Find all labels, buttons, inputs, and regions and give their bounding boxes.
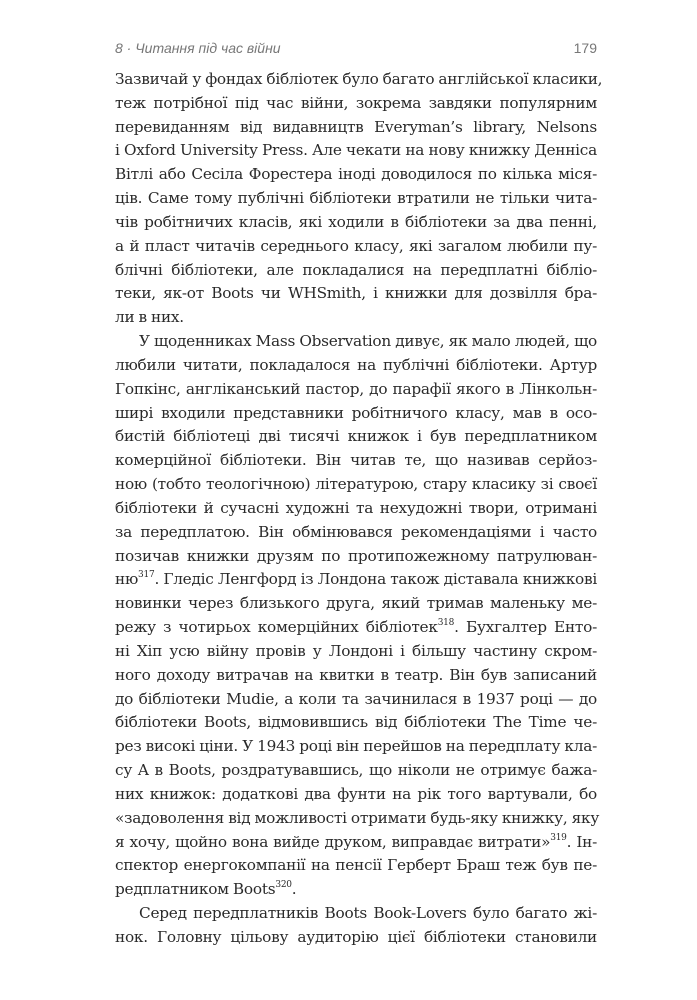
text-line bbox=[115, 354, 597, 378]
text-line bbox=[115, 878, 597, 902]
line-text: . Бухгалтер Енто- bbox=[454, 618, 597, 637]
line-text: «задоволення від можливості отримати будь-яку книжку, яку bbox=[115, 808, 600, 827]
line-text: бистій бібліотеці дві тисячі книжок і був передплатником bbox=[115, 427, 597, 446]
text-line bbox=[115, 807, 600, 831]
line-text: Гопкінс, англіканський пастор, до парафії якого в Лінкольн- bbox=[115, 379, 597, 398]
text-line bbox=[115, 449, 597, 473]
line-text: за передплатою. Він обмінювався рекомендаціями і часто bbox=[115, 522, 597, 541]
paragraph bbox=[115, 68, 603, 330]
text-line bbox=[115, 568, 597, 592]
text-line bbox=[115, 854, 597, 878]
line-text: ною (тобто теологічною) літературою, стару класику зі своєї bbox=[115, 475, 597, 494]
text-line bbox=[115, 592, 597, 616]
text-line bbox=[115, 688, 597, 712]
line-text: . bbox=[291, 880, 297, 899]
text-line bbox=[115, 640, 597, 664]
line-text: теки, як-от Boots чи WHSmith, і книжки для дозвілля бра- bbox=[115, 284, 597, 303]
line-text: блічні бібліотеки, але покладалися на передплатні бібліо- bbox=[115, 260, 597, 279]
text-line bbox=[115, 116, 597, 140]
text-line bbox=[115, 902, 597, 926]
text-line bbox=[115, 926, 597, 950]
text-line bbox=[115, 402, 597, 426]
running-header bbox=[115, 40, 597, 64]
line-text: . Ін- bbox=[566, 832, 598, 851]
line-text: новинки через близького друга, який тримав маленьку ме- bbox=[115, 594, 597, 613]
text-line bbox=[115, 735, 597, 759]
line-text: і Oxford University Press. Але чекати на нову книжку Денніса bbox=[115, 141, 597, 160]
text-line bbox=[115, 306, 597, 330]
text-line bbox=[115, 211, 597, 235]
text-line bbox=[115, 831, 597, 855]
line-text: Вітлі або Сесіла Форестера іноді доводилося по кілька міся- bbox=[115, 165, 597, 184]
text-line bbox=[115, 711, 597, 735]
line-text: позичав книжки друзям по протипожежному патрулюван- bbox=[115, 546, 597, 565]
line-text: до бібліотеки Mudie, а коли та зачинилася в 1937 році — до bbox=[115, 689, 597, 708]
running-title: 8 · Читання під час війни bbox=[115, 40, 281, 56]
text-line bbox=[115, 783, 597, 807]
line-text: су A в Boots, роздратувавшись, що ніколи не отримує бажа- bbox=[115, 761, 597, 780]
page-number: 179 bbox=[573, 40, 597, 56]
line-text: режу з чотирьох комерційних бібліотек bbox=[115, 618, 438, 637]
line-text: рез високі ціни. У 1943 році він перейшов на передплату кла- bbox=[115, 737, 597, 756]
line-text: перевиданням від видавництв Everyman’s library, Nelsons bbox=[115, 117, 597, 136]
footnote-reference[interactable]: 318 bbox=[437, 618, 455, 629]
line-text: ні Хіп усю війну провів у Лондоні і більшу частину скром- bbox=[115, 641, 597, 660]
text-line bbox=[115, 759, 597, 783]
line-text: бібліотеки Boots, відмовившись від бібліотеки The Time че- bbox=[115, 713, 597, 732]
line-text: ців. Саме тому публічні бібліотеки втратили не тільки чита- bbox=[115, 189, 597, 208]
text-line bbox=[115, 163, 597, 187]
paragraph bbox=[115, 330, 600, 902]
text-line bbox=[115, 235, 597, 259]
text-line bbox=[115, 68, 603, 92]
line-text: Зазвичай у фондах бібліотек було багато англійської класики, bbox=[115, 70, 603, 88]
line-text: нок. Головну цільову аудиторію цієї бібліотеки становили bbox=[115, 927, 597, 946]
line-text: У щоденниках Mass Observation дивує, як мало людей, що bbox=[139, 332, 597, 351]
line-text: а й пласт читачів середнього класу, які загалом любили пу- bbox=[115, 236, 597, 255]
text-line bbox=[115, 497, 597, 521]
text-line bbox=[115, 473, 597, 497]
line-text: чів робітничих класів, які ходили в бібліотеки за два пенні, bbox=[115, 212, 597, 231]
line-text: Серед передплатників Boots Book-Lovers було багато жі- bbox=[139, 903, 597, 922]
line-text: них книжок: додаткові два фунти на рік того вартували, бо bbox=[115, 784, 597, 803]
line-text: редплатником Boots bbox=[115, 880, 276, 899]
text-line bbox=[115, 282, 597, 306]
line-text: спектор енергокомпанії на пенсії Герберт Браш теж був пе- bbox=[115, 856, 597, 875]
text-line bbox=[115, 545, 597, 569]
line-text: я хочу, щойно вона вийде друком, виправдає витрати» bbox=[115, 832, 551, 851]
line-text: . Гледіс Ленгфорд із Лондона також діставала книжкові bbox=[154, 570, 597, 589]
line-text: бібліотеки й сучасні художні та нехудожні твори, отримані bbox=[115, 498, 597, 517]
line-text: ширі входили представники робітничого класу, мав в осо- bbox=[115, 403, 597, 422]
text-line bbox=[115, 259, 597, 283]
text-line bbox=[115, 664, 597, 688]
footnote-reference[interactable]: 320 bbox=[275, 880, 292, 891]
body-text bbox=[115, 68, 603, 950]
text-line bbox=[115, 330, 597, 354]
line-text: комерційної бібліотеки. Він читав те, що називав серйоз- bbox=[115, 451, 597, 470]
text-line bbox=[115, 521, 597, 545]
text-line bbox=[115, 425, 597, 449]
text-line bbox=[115, 187, 597, 211]
line-text: ли в них. bbox=[115, 308, 184, 327]
text-line bbox=[115, 616, 597, 640]
line-text: любили читати, покладалося на публічні бібліотеки. Артур bbox=[115, 355, 597, 374]
text-line bbox=[115, 139, 597, 163]
text-line bbox=[115, 378, 597, 402]
paragraph bbox=[115, 902, 597, 950]
line-text: ного доходу витрачав на квитки в театр. Він був записаний bbox=[115, 665, 597, 684]
footnote-reference[interactable]: 317 bbox=[138, 570, 155, 581]
text-line bbox=[115, 92, 597, 116]
line-text: ню bbox=[115, 570, 139, 589]
footnote-reference[interactable]: 319 bbox=[550, 832, 567, 843]
line-text: теж потрібної під час війни, зокрема завдяки популярним bbox=[115, 93, 597, 112]
